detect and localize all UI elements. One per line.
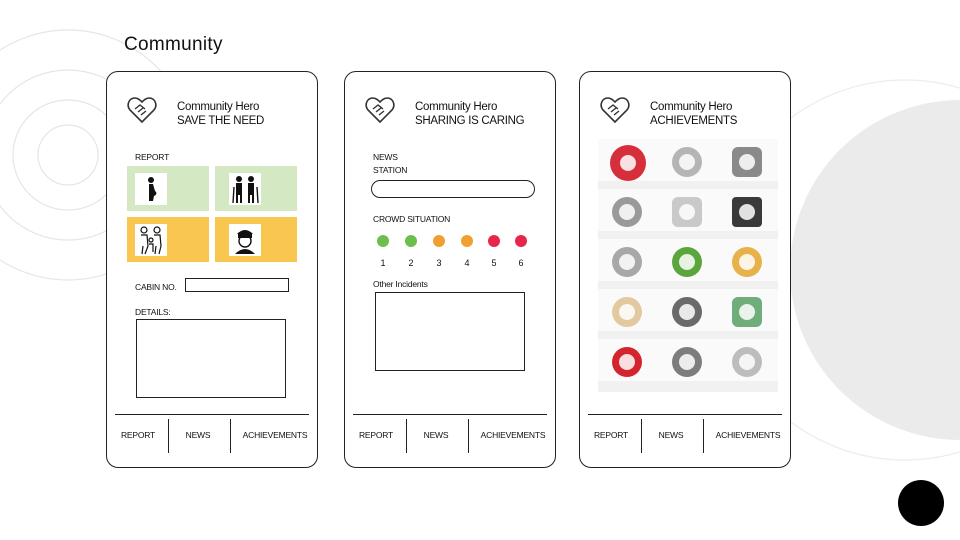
handshake-heart-icon bbox=[365, 96, 395, 124]
app-name: Community Hero bbox=[650, 101, 733, 113]
hero-badge-icon[interactable] bbox=[610, 145, 646, 181]
handshake-heart-icon bbox=[600, 96, 630, 124]
details-label: DETAILS: bbox=[135, 307, 171, 317]
gold-bottle-badge-icon[interactable] bbox=[732, 247, 762, 277]
crowd-level-6-label: 6 bbox=[518, 258, 524, 268]
nav-achievements[interactable]: ACHIEVEMENTS bbox=[715, 430, 781, 440]
nav-report[interactable]: REPORT bbox=[120, 430, 156, 440]
bottom-nav bbox=[115, 414, 309, 455]
crowd-level-3-label: 3 bbox=[436, 258, 442, 268]
app-name: Community Hero bbox=[177, 101, 260, 113]
cake-badge-icon[interactable] bbox=[672, 247, 702, 277]
red-hand-badge-icon[interactable] bbox=[612, 347, 642, 377]
nav-news[interactable]: NEWS bbox=[185, 430, 211, 440]
station-label: STATION bbox=[373, 165, 408, 175]
elderly-couple-icon bbox=[229, 173, 261, 205]
hexagon-medal-badge-icon[interactable] bbox=[732, 147, 762, 177]
trophy-badge-icon[interactable] bbox=[732, 197, 762, 227]
report-tile-elderly[interactable] bbox=[215, 166, 297, 211]
other-incidents-textarea[interactable] bbox=[375, 292, 525, 371]
nav-achievements[interactable]: ACHIEVEMENTS bbox=[480, 430, 546, 440]
nav-achievements[interactable]: ACHIEVEMENTS bbox=[242, 430, 308, 440]
phone-screen-news bbox=[344, 71, 556, 468]
balloon-badge-icon[interactable] bbox=[612, 197, 642, 227]
nav-news[interactable]: NEWS bbox=[423, 430, 449, 440]
thief-icon bbox=[229, 224, 261, 256]
person-badge-icon[interactable] bbox=[672, 297, 702, 327]
other-incidents-label: Other Incidents bbox=[373, 279, 428, 289]
report-tile-family[interactable] bbox=[127, 217, 209, 262]
pregnant-woman-icon bbox=[135, 173, 167, 205]
news-label: NEWS bbox=[373, 152, 398, 162]
nav-report[interactable]: REPORT bbox=[358, 430, 394, 440]
medal-badge-icon[interactable] bbox=[672, 147, 702, 177]
crowd-level-4-dot[interactable] bbox=[461, 235, 473, 247]
details-textarea[interactable] bbox=[136, 319, 286, 398]
crowd-situation-label: CROWD SITUATION bbox=[373, 214, 451, 224]
report-label: REPORT bbox=[135, 152, 170, 162]
crowd-level-2-label: 2 bbox=[408, 258, 414, 268]
bottom-nav bbox=[353, 414, 547, 455]
achievements-grid bbox=[598, 139, 778, 392]
crowd-level-1-dot[interactable] bbox=[377, 235, 389, 247]
nav-divider bbox=[641, 419, 642, 453]
crowd-level-5-dot[interactable] bbox=[488, 235, 500, 247]
phone-screen-report bbox=[106, 71, 318, 468]
screen-subtitle: ACHIEVEMENTS bbox=[650, 115, 738, 127]
page-title: Community bbox=[124, 34, 223, 55]
handshake-heart-icon bbox=[127, 96, 157, 124]
report-tile-thief[interactable] bbox=[215, 217, 297, 262]
drink-badge-icon[interactable] bbox=[612, 297, 642, 327]
bottle-badge-icon[interactable] bbox=[612, 247, 642, 277]
cabin-label: CABIN NO. bbox=[135, 282, 177, 292]
nav-divider bbox=[703, 419, 704, 453]
landscape-badge-icon[interactable] bbox=[732, 297, 762, 327]
megaphone-badge-icon[interactable] bbox=[672, 347, 702, 377]
crowd-level-6-dot[interactable] bbox=[515, 235, 527, 247]
report-tile-pregnant[interactable] bbox=[127, 166, 209, 211]
crowd-level-5-label: 5 bbox=[491, 258, 497, 268]
letter-badge-icon[interactable] bbox=[732, 347, 762, 377]
crowd-level-2-dot[interactable] bbox=[405, 235, 417, 247]
news-station-input[interactable] bbox=[371, 180, 535, 198]
hexagon-helper-badge-icon[interactable] bbox=[672, 197, 702, 227]
nav-divider bbox=[230, 419, 231, 453]
bottom-nav bbox=[588, 414, 782, 455]
crowd-level-4-label: 4 bbox=[464, 258, 470, 268]
screen-subtitle: SHARING IS CARING bbox=[415, 115, 525, 127]
nav-divider bbox=[468, 419, 469, 453]
nav-divider bbox=[168, 419, 169, 453]
crowd-level-3-dot[interactable] bbox=[433, 235, 445, 247]
phone-screen-achievements bbox=[579, 71, 791, 468]
nav-report[interactable]: REPORT bbox=[593, 430, 629, 440]
crowd-level-1-label: 1 bbox=[380, 258, 386, 268]
corner-dot bbox=[898, 480, 944, 526]
nav-divider bbox=[406, 419, 407, 453]
nav-news[interactable]: NEWS bbox=[658, 430, 684, 440]
family-icon bbox=[135, 224, 167, 256]
screen-subtitle: SAVE THE NEED bbox=[177, 115, 265, 127]
app-name: Community Hero bbox=[415, 101, 498, 113]
cabin-number-input[interactable] bbox=[185, 278, 289, 292]
